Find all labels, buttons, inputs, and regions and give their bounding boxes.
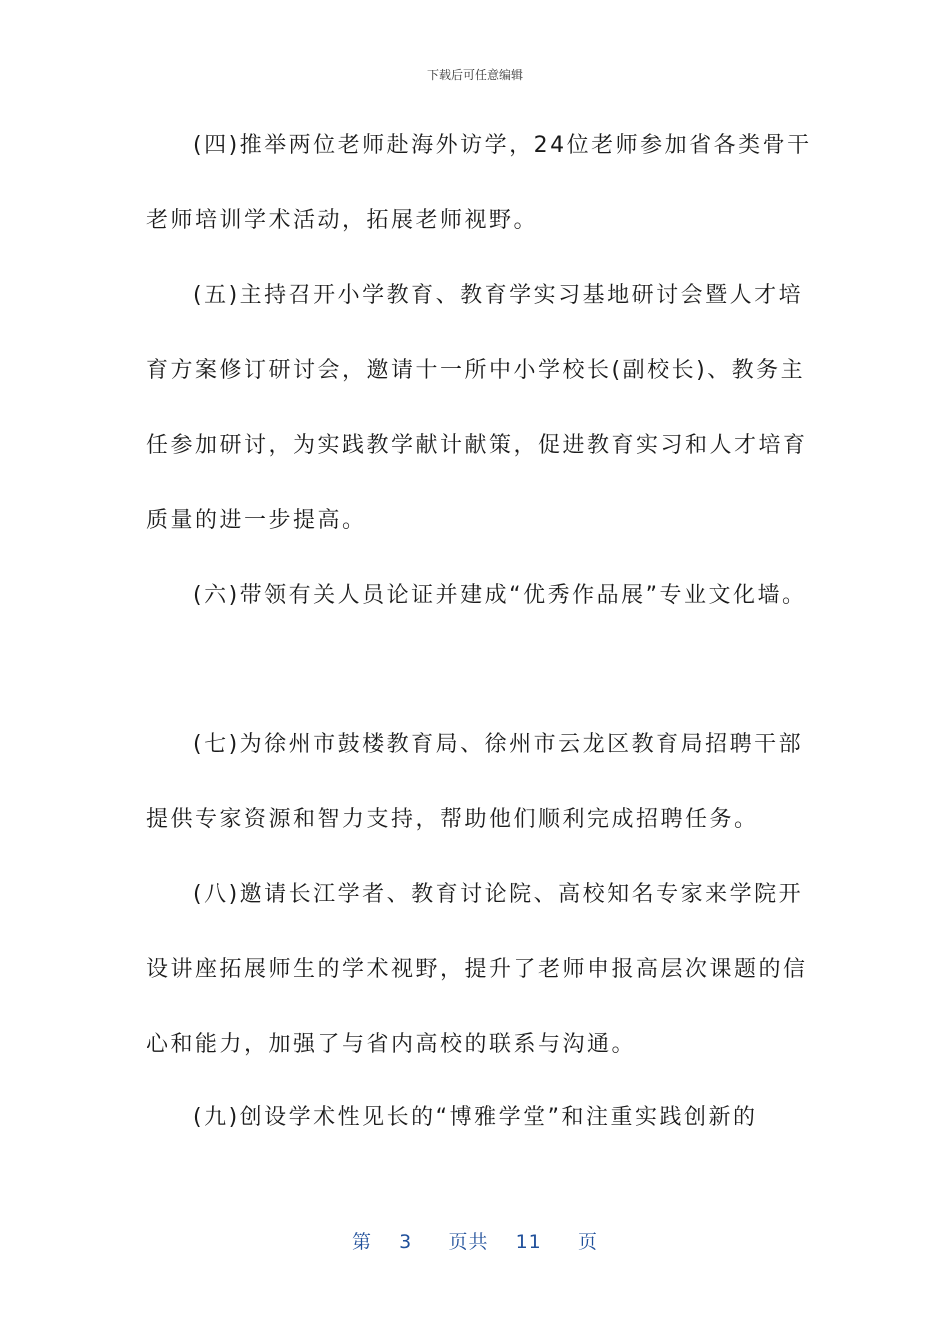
text-line: 提供专家资源和智力支持，帮助他们顺利完成招聘任务。 [146,807,759,832]
text-line: (八)邀请长江学者、教育讨论院、高校知名专家来学院开 [193,882,804,907]
text-line: 老师培训学术活动，拓展老师视野。 [146,208,539,233]
footer-prefix: 第 [352,1231,373,1253]
footer-total-pages: 11 [515,1231,542,1253]
text-line: 设讲座拓展师生的学术视野，提升了老师申报高层次课题的信 [146,957,808,982]
text-line: (九)创设学术性见长的“博雅学堂”和注重实践创新的 [193,1105,758,1130]
text-line: (六)带领有关人员论证并建成“优秀作品展”专业文化墙。 [193,583,807,608]
text-line: 质量的进一步提高。 [146,508,367,533]
text-line: 育方案修订研讨会，邀请十一所中小学校长(副校长)、教务主 [146,358,806,383]
text-line: (五)主持召开小学教育、教育学实习基地研讨会暨人才培 [193,283,804,308]
text-line: (七)为徐州市鼓楼教育局、徐州市云龙区教育局招聘干部 [193,732,804,757]
page-footer [0,1227,950,1254]
text-line: (四)推举两位老师赴海外访学，24位老师参加省各类骨干 [193,133,812,158]
text-line: 心和能力，加强了与省内高校的联系与沟通。 [146,1032,637,1057]
footer-page-number: 3 [399,1231,413,1253]
footer-suffix: 页 [577,1231,598,1253]
text-line: 任参加研讨，为实践教学献计献策，促进教育实习和人才培育 [146,433,808,458]
footer-middle: 页共 [448,1231,489,1253]
page-header: 下载后可任意编辑 [426,68,523,82]
